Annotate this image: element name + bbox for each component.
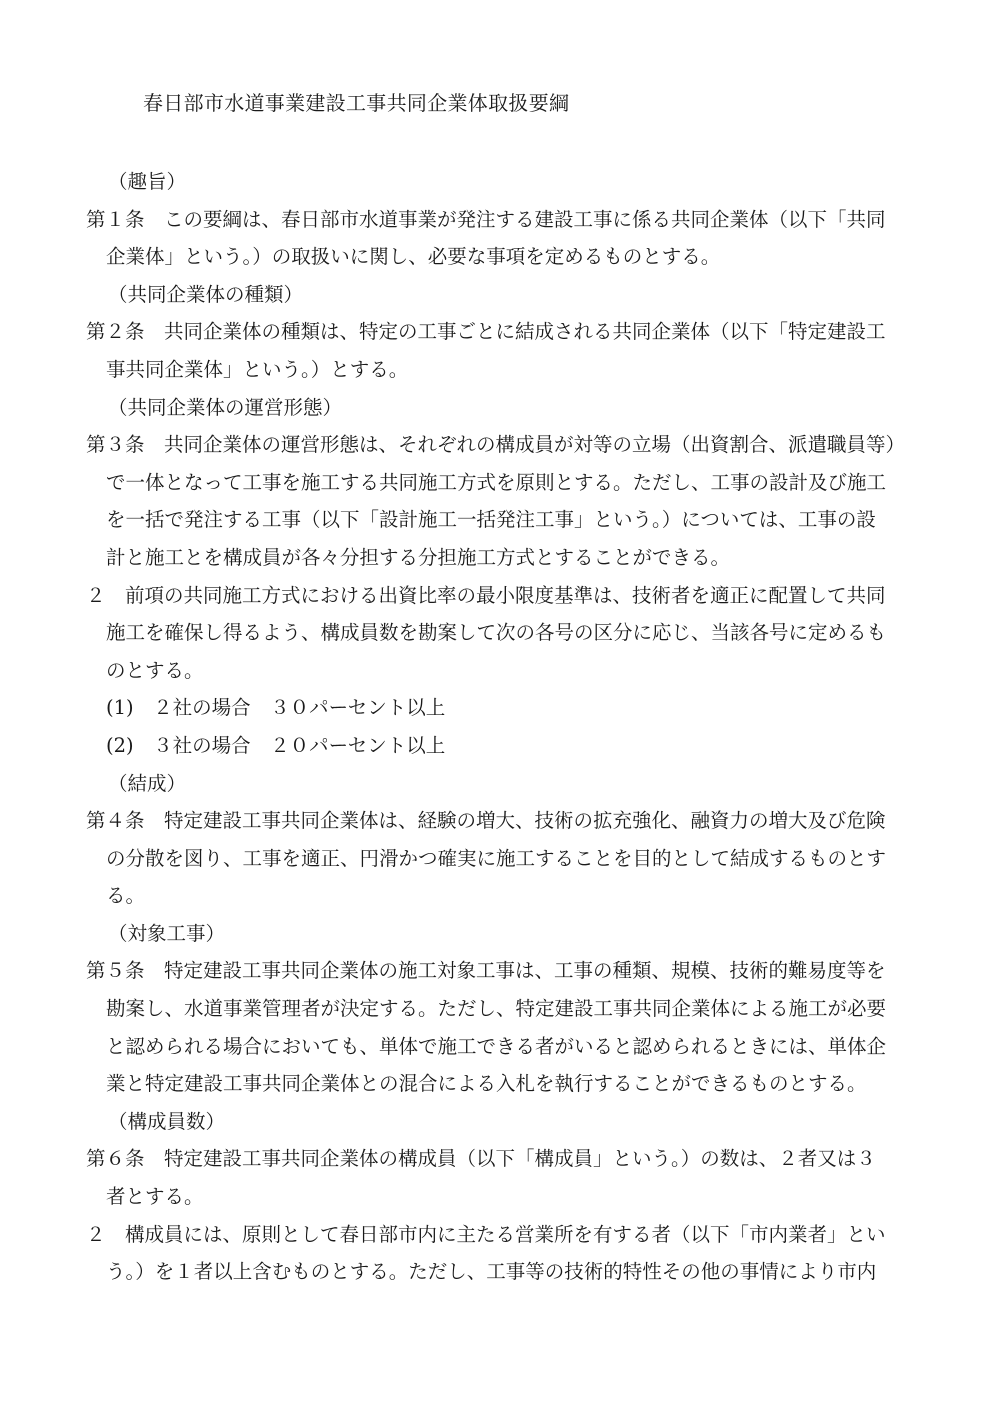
continuation-line: 者とする。 (106, 1185, 204, 1209)
article-caption: （構成員数） (108, 1109, 226, 1133)
continuation-line: の分散を図り、工事を適正、円滑かつ確実に施工することを目的として結成するものとす (106, 846, 887, 870)
article-line: 第５条 特定建設工事共同企業体の施工対象工事は、工事の種類、規模、技術的難易度等を (86, 959, 886, 983)
continuation-line: を一括で発注する工事（以下「設計施工一括発注工事」という。）については、工事の設 (106, 508, 876, 532)
continuation-line: で一体となって工事を施工する共同施工方式を原則とする。ただし、工事の設計及び施工 (106, 470, 887, 494)
continuation-line: と認められる場合においても、単体で施工できる者がいると認められるときには、単体企 (106, 1034, 887, 1058)
continuation-line: る。 (106, 884, 146, 908)
continuation-line: 事共同企業体」という。）とする。 (106, 357, 409, 381)
article-caption: （共同企業体の運営形態） (108, 395, 343, 419)
document-title: 春日部市水道事業建設工事共同企業体取扱要綱 (143, 91, 570, 115)
continuation-line: 計と施工とを構成員が各々分担する分担施工方式とすることができる。 (106, 545, 731, 569)
list-item: (1) ２社の場合 ３０パーセント以上 (106, 696, 446, 720)
continuation-line: 企業体」という。）の取扱いに関し、必要な事項を定めるものとする。 (106, 245, 721, 269)
document-body (80, 163, 930, 1291)
article-caption: （対象工事） (108, 921, 226, 945)
continuation-line: う。）を１者以上含むものとする。ただし、工事等の技術的特性その他の事情により市内 (106, 1260, 877, 1284)
article-line: ２ 構成員には、原則として春日部市内に主たる営業所を有する者（以下「市内業者」とい (86, 1222, 886, 1246)
continuation-line: 業と特定建設工事共同企業体との混合による入札を執行することができるものとする。 (106, 1072, 867, 1096)
continuation-line: 勘案し、水道事業管理者が決定する。ただし、特定建設工事共同企業体による施工が必要 (106, 997, 887, 1021)
article-line: 第４条 特定建設工事共同企業体は、経験の増大、技術の拡充強化、融資力の増大及び危険 (86, 809, 886, 833)
article-line: ２ 前項の共同施工方式における出資比率の最小限度基準は、技術者を適正に配置して共同 (86, 583, 886, 607)
article-line: 第３条 共同企業体の運営形態は、それぞれの構成員が対等の立場（出資割合、派遣職員等） (86, 433, 906, 457)
article-caption: （趣旨） (108, 170, 187, 193)
article-caption: （共同企業体の種類） (108, 282, 304, 306)
continuation-line: 施工を確保し得るよう、構成員数を勘案して次の各号の区分に応じ、当該各号に定めるも (106, 621, 887, 645)
article-line: 第２条 共同企業体の種類は、特定の工事ごとに結成される共同企業体（以下「特定建設工 (86, 320, 886, 344)
list-item: (2) ３社の場合 ２０パーセント以上 (106, 733, 446, 757)
continuation-line: のとする。 (106, 658, 204, 682)
article-line: 第１条 この要綱は、春日部市水道事業が発注する建設工事に係る共同企業体（以下「共同 (86, 207, 886, 231)
article-caption: （結成） (108, 771, 187, 795)
article-line: 第６条 特定建設工事共同企業体の構成員（以下「構成員」という。）の数は、２者又は３ (86, 1147, 876, 1171)
